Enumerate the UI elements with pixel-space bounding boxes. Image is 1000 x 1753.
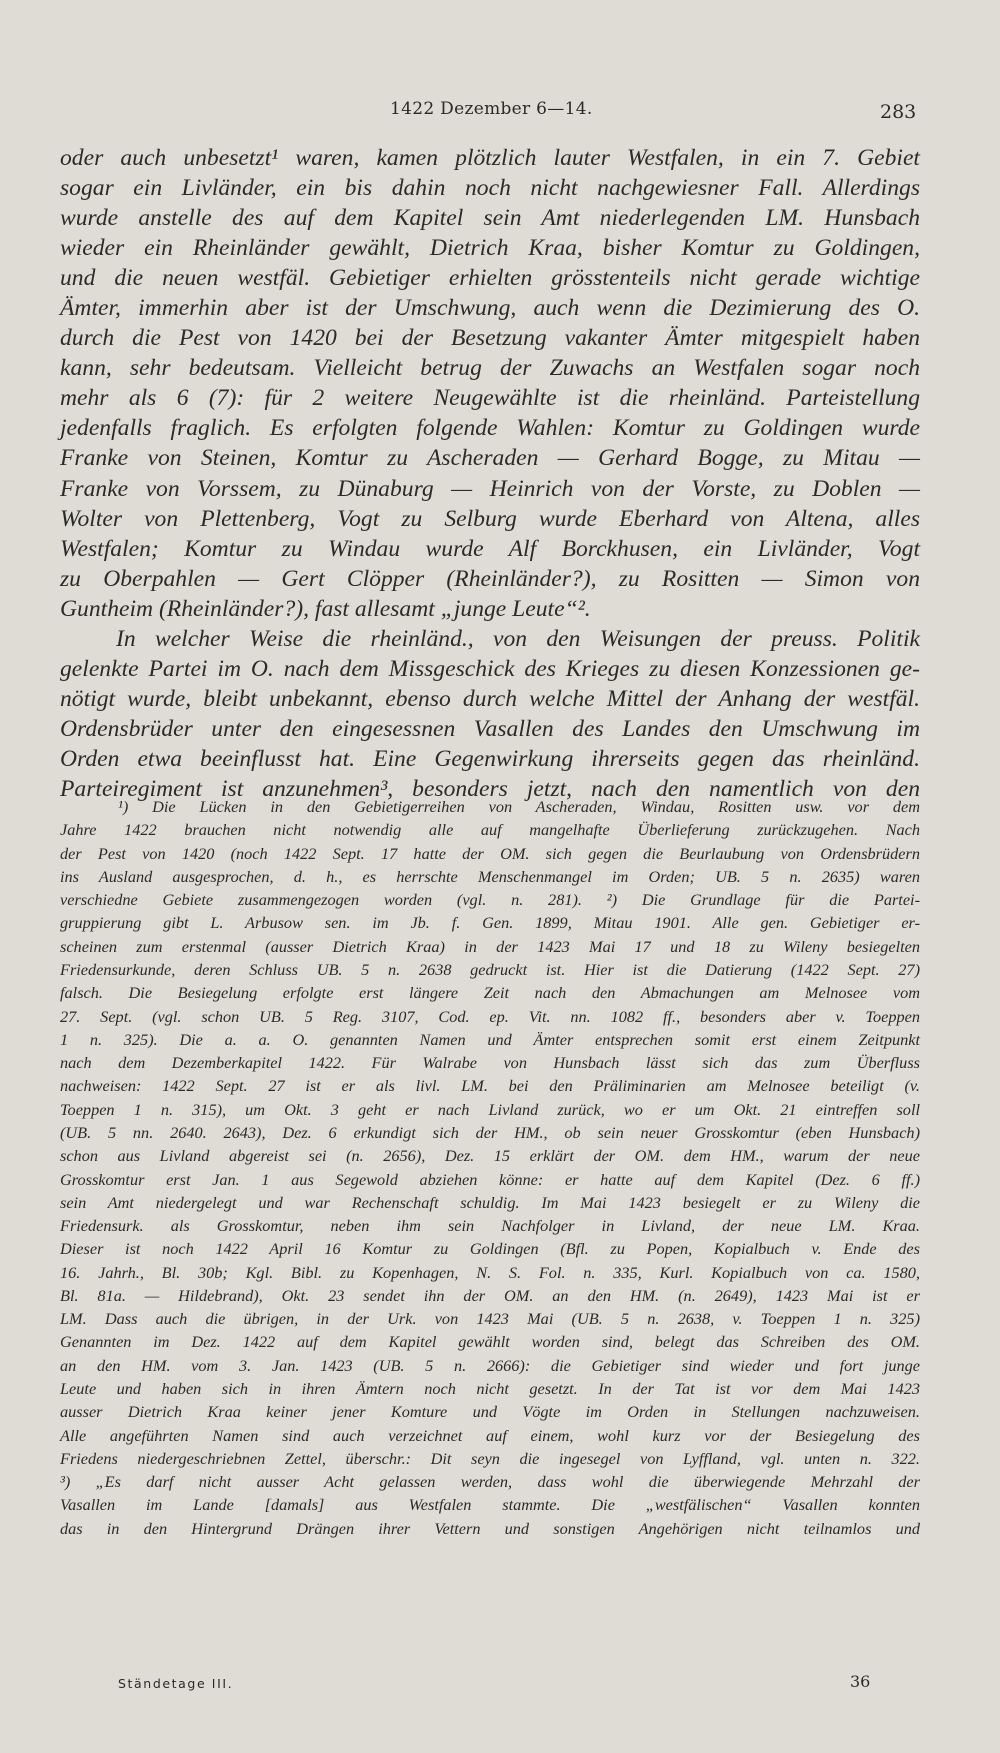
footnote-line: Toeppen 1 n. 315), um Okt. 3 geht er nach Livland zurück, wo er um Okt. 21 eintreffen soll <box>60 1099 920 1119</box>
footnote-line: Alle angeführten Namen sind auch verzeichnet auf einem, wohl kurz vor der Besiegelung des <box>60 1425 920 1445</box>
body-line: Franke von Vorssem, zu Dünaburg — Heinrich von der Vorste, zu Doblen — <box>60 475 920 502</box>
body-line: zu Oberpahlen — Gert Clöpper (Rheinländer?), zu Rositten — Simon von <box>60 565 920 592</box>
footnote-line: 16. Jahrh., Bl. 30b; Kgl. Bibl. zu Kopenhagen, N. S. Fol. n. 335, Kurl. Kopialbuch von ca. 1580, <box>60 1262 920 1282</box>
footnote-line: ¹) Die Lücken in den Gebietigerreihen von Ascheraden, Windau, Rositten usw. vor dem <box>118 797 920 816</box>
body-line: jedenfalls fraglich. Es erfolgten folgende Wahlen: Komtur zu Goldingen wurde <box>60 415 920 442</box>
body-line: wurde anstelle des auf dem Kapitel sein Amt niederlegenden LM. Hunsbach <box>60 205 920 232</box>
body-line: oder auch unbesetzt¹ waren, kamen plötzlich lauter Westfalen, in ein 7. Gebiet <box>60 145 920 171</box>
footnote-line: Grosskomtur erst Jan. 1 aus Segewold abziehen könne: er hatte auf dem Kapitel (Dez. 6 ff.) <box>60 1169 920 1189</box>
body-line: und die neuen westfäl. Gebietiger erhielten grösstenteils nicht gerade wichtige <box>60 265 920 292</box>
footnotes <box>60 795 920 1540</box>
footnote-line: ausser Dietrich Kraa keiner jener Komture und Vögte im Orden in Stellungen nachzuweisen. <box>60 1402 920 1422</box>
footnote-line: LM. Dass auch die übrigen, in der Urk. von 1423 Mai (UB. 5 n. 2638, v. Toeppen 1 n. 325) <box>60 1309 920 1329</box>
footnote-line: gruppierung gibt L. Arbusow sen. im Jb. f. Gen. 1899, Mitau 1901. Alle gen. Gebietiger er- <box>60 913 920 933</box>
footnote-line: nachweisen: 1422 Sept. 27 ist er als livl. LM. bei den Präliminarien am Melnosee beteiligt (v. <box>60 1076 920 1096</box>
footnote-line: Friedens niedergeschriebnen Zettel, überschr.: Dit seyn die ingesegel von Lyffland, vgl. unten n. 322. <box>60 1448 920 1468</box>
main-body-text <box>60 143 920 804</box>
footnote-line: an den HM. vom 3. Jan. 1423 (UB. 5 n. 2666): die Gebietiger sind wieder und fort junge <box>60 1355 920 1375</box>
body-line: Parteiregiment ist anzunehmen³, besonders jetzt, nach den namentlich von den <box>60 775 920 802</box>
body-line: Franke von Steinen, Komtur zu Ascheraden — Gerhard Bogge, zu Mitau — <box>60 445 920 472</box>
footnote-line: nach dem Dezemberkapitel 1422. Für Walrabe von Hunsbach lässt sich das zum Überfluss <box>60 1053 920 1073</box>
body-line: Guntheim (Rheinländer?), fast allesamt „junge Leute“². <box>60 595 591 622</box>
sheet-number: 36 <box>850 1672 871 1691</box>
footnote-line: ³) „Es darf nicht ausser Acht gelassen werden, dass wohl die überwiegende Mehrzahl der <box>60 1472 920 1492</box>
body-line-paragraph-start: In welcher Weise die rheinländ., von den Weisungen der preuss. Politik <box>116 625 920 652</box>
body-line: Wolter von Plettenberg, Vogt zu Selburg wurde Eberhard von Altena, alles <box>60 505 920 532</box>
body-line: sogar ein Livländer, ein bis dahin noch nicht nachgewiesner Fall. Allerdings <box>60 175 920 202</box>
body-line: Ämter, immerhin aber ist der Umschwung, auch wenn die Dezimierung des O. <box>60 295 920 322</box>
footnote-line: scheinen zum erstenmal (ausser Dietrich Kraa) in der 1423 Mai 17 und 18 zu Wileny besiegelten <box>60 936 920 956</box>
body-line: durch die Pest von 1420 bei der Besetzung vakanter Ämter mitgespielt haben <box>60 325 920 352</box>
footnote-line: 1 n. 325). Die a. a. O. genannten Namen und Ämter entsprechen somit erst einem Zeitpunkt <box>60 1029 920 1049</box>
body-line: kann, sehr bedeutsam. Vielleicht betrug der Zuwachs an Westfalen sogar noch <box>60 355 920 382</box>
page-number: 283 <box>880 101 917 123</box>
footnote-line: ins Ausland ausgesprochen, d. h., es herrschte Menschenmangel im Orden; UB. 5 n. 2635) waren <box>60 866 920 886</box>
footnote-line: verschiedne Gebiete zusammengezogen worden (vgl. n. 281). ²) Die Grundlage für die Partei- <box>60 890 920 910</box>
body-line: nötigt wurde, bleibt unbekannt, ebenso durch welche Mittel der Anhang der westfäl. <box>60 685 920 712</box>
body-line: gelenkte Partei im O. nach dem Missgeschick des Krieges zu diesen Konzessionen ge- <box>60 655 920 682</box>
body-line: mehr als 6 (7): für 2 weitere Neugewählte ist die rheinländ. Parteistellung <box>60 385 920 412</box>
body-line: wieder ein Rheinländer gewählt, Dietrich Kraa, bisher Komtur zu Goldingen, <box>60 235 920 262</box>
body-line: Ordensbrüder unter den eingesessnen Vasallen des Landes den Umschwung im <box>60 715 920 742</box>
page-header <box>0 99 1000 129</box>
footnote-line: Vasallen im Lande [damals] aus Westfalen stammte. Die „westfälischen“ Vasallen konnten <box>60 1495 920 1515</box>
footnote-line: falsch. Die Besiegelung erfolgte erst längere Zeit nach den Abmachungen am Melnosee vom <box>60 983 920 1003</box>
footnote-line: Jahre 1422 brauchen nicht notwendig alle auf mangelhafte Überlieferung zurückzugehen. Nach <box>60 820 920 840</box>
printer-signature: Ständetage III. <box>118 1676 234 1691</box>
footnote-line: Friedensurkunde, deren Schluss UB. 5 n. 2638 gedruckt ist. Hier ist die Datierung (1422 Sept. 27) <box>60 959 920 979</box>
body-line: Orden etwa beeinflusst hat. Eine Gegenwirkung ihrerseits gegen das rheinländ. <box>60 745 920 772</box>
running-title: 1422 Dezember 6—14. <box>390 99 593 119</box>
footnote-line: Friedensurk. als Grosskomtur, neben ihm sein Nachfolger in Livland, der neue LM. Kraa. <box>60 1216 920 1236</box>
footnote-line: 27. Sept. (vgl. schon UB. 5 Reg. 3107, Cod. ep. Vit. nn. 1082 ff., besonders aber v. Toeppen <box>60 1006 920 1026</box>
footnote-line: (UB. 5 nn. 2640. 2643), Dez. 6 erkundigt sich der HM., ob sein neuer Grosskomtur (eben Hunsbach) <box>60 1122 920 1142</box>
footnote-line: Leute und haben sich in ihren Ämtern noch nicht gesetzt. In der Tat ist vor dem Mai 1423 <box>60 1379 920 1399</box>
page-footer <box>0 1672 1000 1700</box>
footnote-line: sein Amt niedergelegt und war Rechenschaft schuldig. Im Mai 1423 besiegelt er zu Wileny die <box>60 1192 920 1212</box>
footnote-line: Genannten im Dez. 1422 auf dem Kapitel gewählt worden sind, belegt das Schreiben des OM. <box>60 1332 920 1352</box>
footnote-line: das in den Hintergrund Drängen ihrer Vettern und sonstigen Angehörigen nicht teilnamlos und <box>60 1518 920 1538</box>
footnote-line: schon aus Livland abgereist sei (n. 2656), Dez. 15 erklärt der OM. dem HM., warum der neue <box>60 1146 920 1166</box>
footnote-line: der Pest von 1420 (noch 1422 Sept. 17 hatte der OM. sich gegen die Beurlaubung von Ordensbrüdern <box>60 843 920 863</box>
footnote-line: Bl. 81a. — Hildebrand), Okt. 23 sendet ihn der OM. an den HM. (n. 2649), 1423 Mai ist er <box>60 1285 920 1305</box>
body-line: Westfalen; Komtur zu Windau wurde Alf Borckhusen, ein Livländer, Vogt <box>60 535 920 562</box>
footnote-line: Dieser ist noch 1422 April 16 Komtur zu Goldingen (Bfl. zu Popen, Kopialbuch v. Ende des <box>60 1239 920 1259</box>
